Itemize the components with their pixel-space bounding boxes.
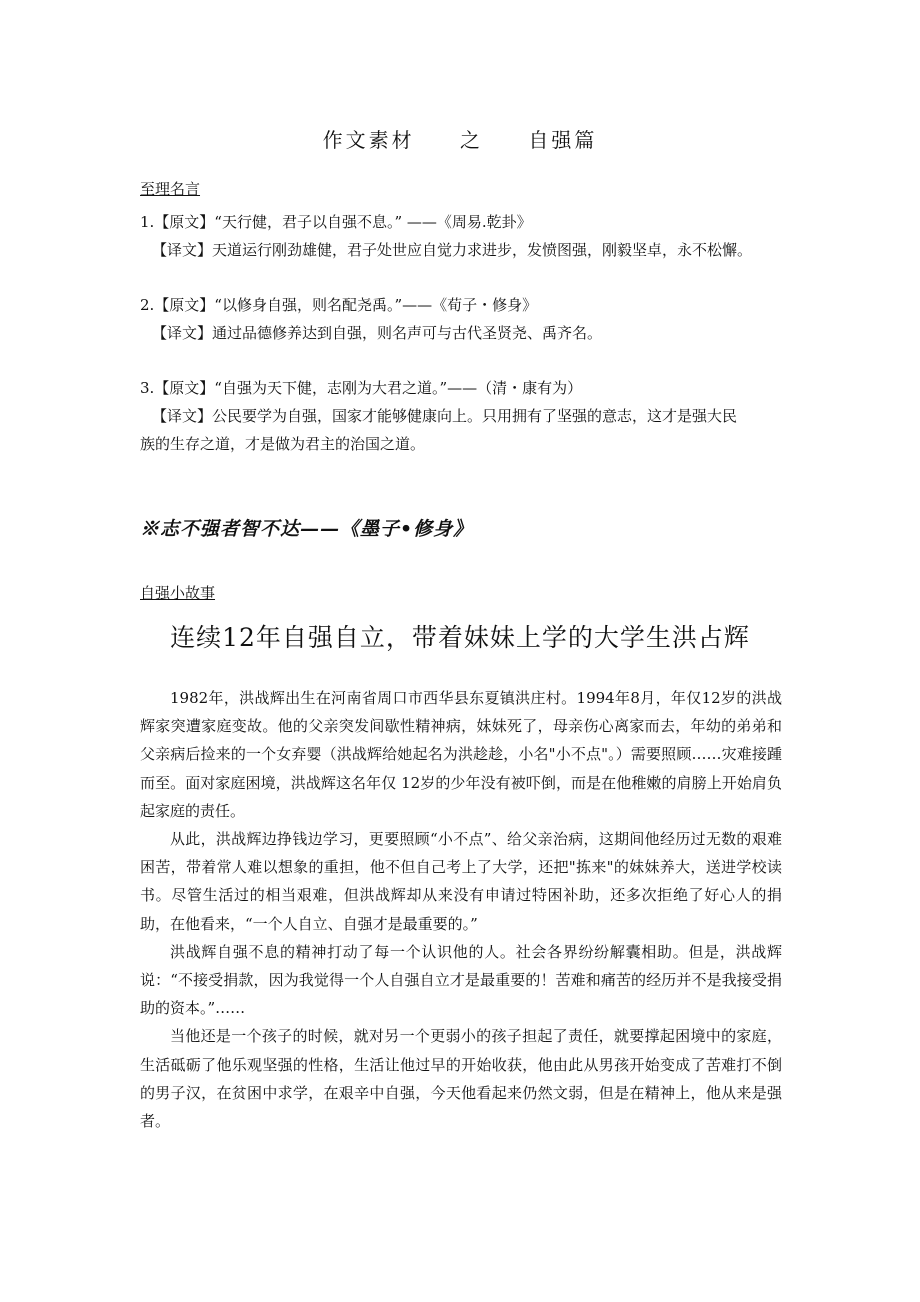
page-title [0,124,920,153]
quote-1-original: 1.【原文】“天行健，君子以自强不息。” ——《周易.乾卦》 [140,213,532,231]
quote-3-translation-line-2: 族的生存之道，才是做为君主的治国之道。 [140,435,426,453]
story-title: 连续12年自强自立，带着妹妹上学的大学生洪占辉 [170,623,750,652]
story-paragraph: 从此，洪战辉边挣钱边学习，更要照顾“小不点”、给父亲治病，这期间他经历过无数的艰难困苦，带着常人难以想象的重担，他不但自己考上了大学，还把"拣来"的妹妹养大，送进学校读书。尽管生活过的相当艰难，但洪战辉却从来没有申请过特困补助，还多次拒绝了好心人的捐助，在他看来，“一个人自立、自强才是最重要的。” [140,830,782,933]
quote-item-2 [140,291,790,347]
quote-1-translation: 【译文】天道运行刚劲雄健，君子处世应自觉力求进步，发愤图强，刚毅坚卓，永不松懈。 [152,241,753,259]
quote-3-original: 3.【原文】“自强为天下健，志刚为大君之道。”——（清・康有为） [140,379,583,397]
story-paragraph: 当他还是一个孩子的时候，就对另一个更弱小的孩子担起了责任，就要撑起困境中的家庭，生活砥砺了他乐观坚强的性格，生活让他过早的开始收获，他由此从男孩开始变成了苦难打不倒的男子汉，在贫困中求学，在艰辛中自强，今天他看起来仍然文弱，但是在精神上，他从来是强者。 [140,1027,782,1131]
story-paragraph: 洪战辉自强不息的精神打动了每一个认识他的人。社会各界纷纷解囊相助。但是，洪战辉说：“不接受捐款，因为我觉得一个人自强自立才是最重要的！苦难和痛苦的经历并不是我接受捐助的资本。”…… [140,942,782,1018]
title-part-1: 作文素材 [322,128,415,152]
quote-item-3 [140,374,790,458]
title-part-3: 自强篇 [528,128,598,152]
quote-3-translation-line-1: 【译文】公民要学为自强，国家才能够健康向上。只用拥有了坚强的意志，这才是强大民 [152,407,738,425]
story-paragraph: 1982年，洪战辉出生在河南省周口市西华县东夏镇洪庄村。1994年8月，年仅12岁的洪战辉家突遭家庭变故。他的父亲突发间歇性精神病，妹妹死了，母亲伤心离家而去，年幼的弟弟和父亲病后捡来的一个女弃婴（洪战辉给她起名为洪趁趁，小名"小不点"。）需要照顾……灾难接踵而至。面对家庭困境，洪战辉这名年仅 12岁的少年没有被吓倒，而是在他稚嫩的肩膀上开始肩负起家庭的责任。 [140,689,782,820]
quote-2-translation: 【译文】通过品德修养达到自强，则名声可与古代圣贤尧、禹齐名。 [152,324,603,342]
motto-callout: ※志不强者智不达——《墨子•修身》 [140,518,474,540]
story-section-label: 自强小故事 [140,584,216,602]
quotes-section-label: 至理名言 [140,180,201,198]
story-body [140,684,782,1135]
quote-2-original: 2.【原文】“以修身自强，则名配尧禹。”——《荀子・修身》 [140,296,538,314]
quote-item-1 [140,208,790,264]
title-part-2: 之 [460,128,483,152]
